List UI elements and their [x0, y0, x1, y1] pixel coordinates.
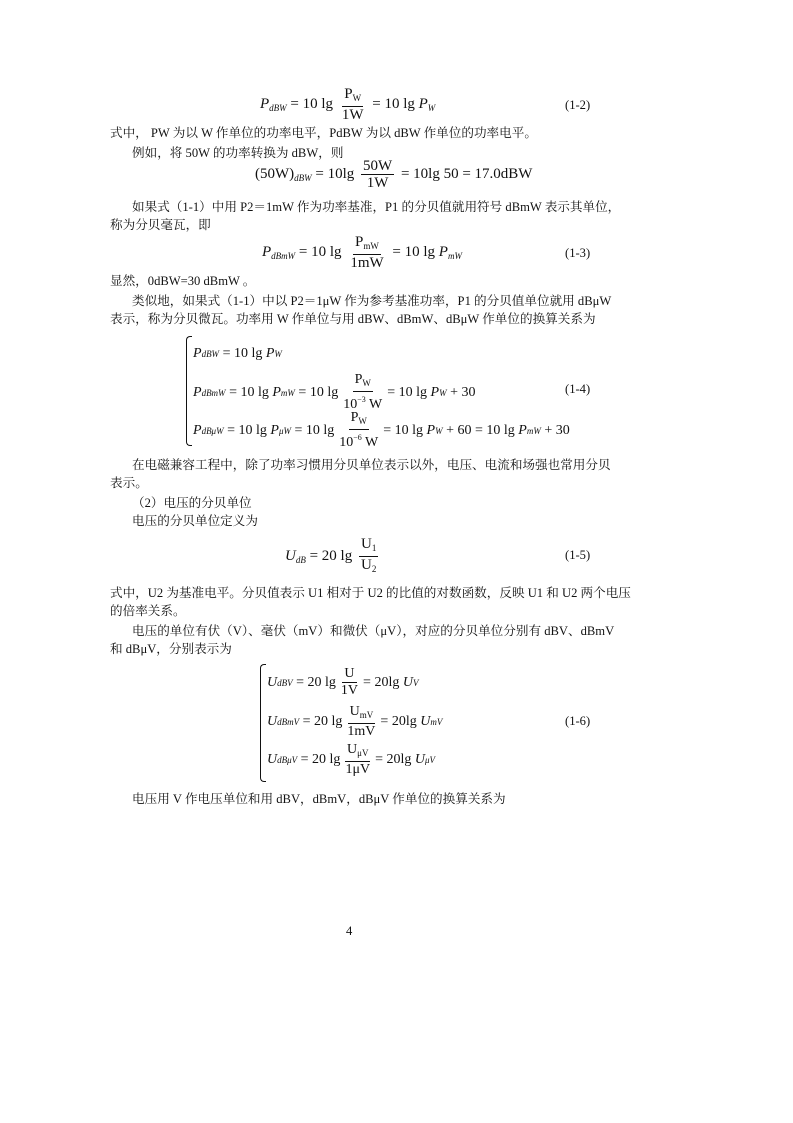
equation-1-2: $P_{dBW} = 10$ lg $\frac{P_W}{1W}$ = 10 $\lg P_W$	[260, 86, 436, 123]
paragraph-6a: 在电磁兼容工程中，除了功率习惯用分贝单位表示以外，电压、电流和场强也常用分贝	[132, 458, 611, 472]
equation-1-6-brace	[260, 664, 266, 782]
paragraph-3a: 如果式（1-1）中用 P2＝1mW 作为功率基准，P1 的分贝值就用符号 dBmW 表示其单位，	[132, 200, 621, 214]
section-heading-voltage: （2）电压的分贝单位	[132, 496, 252, 510]
equation-1-3: $P_{dBmW} = 10$ lg $\frac{P_{mW}}{1mW}$ = 10 $\lg P_{mW}$	[262, 234, 462, 271]
paragraph-1: 式中， PW 为以 W 作单位的功率电平，PdBW 为以 dBW 作单位的功率电平。	[110, 126, 537, 140]
equation-1-6-row-1: U dBV = 20 lg $\frac{U}{1V}$ = 20lg U V	[267, 666, 419, 698]
paragraph-10: 电压用 V 作电压单位和用 dBV，dBmV，dBμV 作单位的换算关系为	[132, 792, 506, 806]
equation-1-5: $U_{dB} = 20$ lg $\frac{U_1}{U_2}$	[285, 536, 377, 574]
equation-number-1-2: (1-2)	[565, 98, 591, 112]
paragraph-9a: 电压的单位有伏（V）、毫伏（mV）和微伏（μV），对应的分贝单位分别有 dBV、dBmV	[132, 624, 615, 638]
equation-1-4-row-1: P dBW = 10 lg P W	[193, 346, 282, 361]
equation-number-1-3: (1-3)	[565, 246, 591, 260]
paragraph-9b: 和 dBμV，分别表示为	[110, 642, 232, 656]
equation-example: $(50W)_{dBW} = 10\lg$ $\frac{50W}{1W}$ = 10lg 50 = 17.0dBW	[255, 158, 533, 191]
equation-number-1-5: (1-5)	[565, 548, 591, 562]
equation-number-1-6: (1-6)	[565, 714, 591, 728]
paragraph-2: 例如，将 50W 的功率转换为 dBW，则	[132, 146, 344, 160]
equation-1-4-row-3: P dBμW = 10 lg P μW = 10 lg $\frac{P_W}{10^{-6} W}$ = 10 lg P W + 60 = 10 lg P mW + 30	[193, 410, 570, 450]
paragraph-8b: 的倍率关系。	[110, 604, 186, 618]
paragraph-8a: 式中，U2 为基准电平。分贝值表示 U1 相对于 U2 的比值的对数函数，反映 U1 和 U2 两个电压	[110, 586, 631, 600]
paragraph-3b: 称为分贝毫瓦，即	[110, 218, 211, 232]
paragraph-7: 电压的分贝单位定义为	[132, 514, 258, 528]
equation-1-4-row-2: P dBmW = 10 lg P mW = 10 lg $\frac{P_W}{10^{-3} W}$ = 10 lg P W + 30	[193, 372, 476, 412]
page-number: 4	[346, 924, 353, 938]
paragraph-5b: 表示，称为分贝微瓦。功率用 W 作单位与用 dBW、dBmW、dBμW 作单位的换算关系为	[110, 312, 596, 326]
paragraph-4: 显然，0dBW=30 dBmW 。	[110, 274, 256, 288]
equation-1-4-brace	[186, 336, 192, 446]
equation-1-6-row-2: U dBmV = 20 lg $\frac{U_{mV}}{1mV}$ = 20lg U mV	[267, 704, 443, 739]
paragraph-6b: 表示。	[110, 476, 148, 490]
paragraph-5a: 类似地，如果式（1-1）中以 P2＝1μW 作为参考基准功率，P1 的分贝值单位就用 dBμW	[132, 294, 612, 308]
equation-number-1-4: (1-4)	[565, 382, 591, 396]
equation-1-6-row-3: U dBμV = 20 lg $\frac{U_{\mu V}}{1\mu V}$ = 20lg U μV	[267, 742, 435, 777]
